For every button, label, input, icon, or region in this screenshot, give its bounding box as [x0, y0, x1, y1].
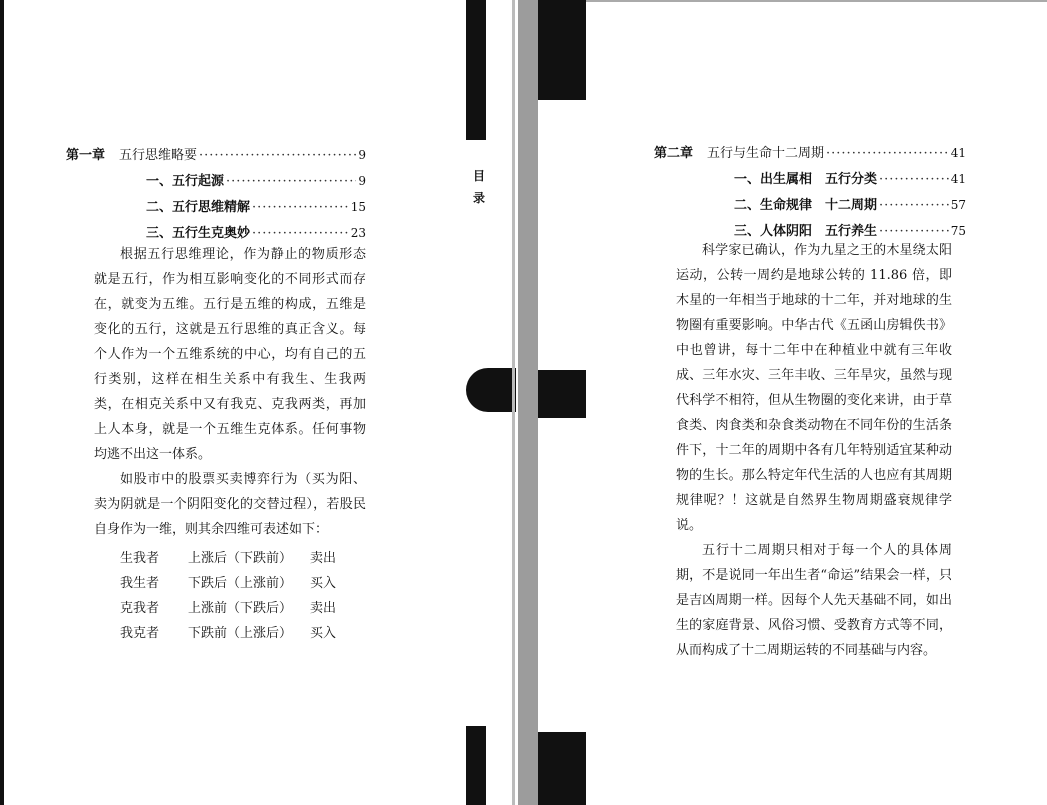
page-top-edge — [538, 0, 1047, 2]
right-body-text — [676, 238, 952, 663]
spine-black-block — [466, 726, 486, 805]
thumb-index-block — [538, 0, 586, 100]
toc-chapter-row — [654, 140, 966, 166]
thumb-index-block — [538, 370, 586, 418]
relation-cell: 克我者 — [120, 601, 160, 616]
section-page-number: 57 — [950, 198, 966, 212]
toc-left — [66, 142, 366, 246]
toc-leader-dots — [879, 193, 949, 219]
section-label: 一、出生属相 五行分类 — [734, 172, 878, 187]
spine-toc-label: 目录 — [472, 169, 485, 205]
chapter-label: 第二章 — [654, 146, 694, 161]
trade-row — [120, 596, 350, 621]
timing-cell: 上涨前（下跌后） — [188, 601, 293, 616]
section-label: 二、五行思维精解 — [146, 200, 251, 215]
page-edge-shadow — [0, 0, 4, 805]
timing-cell: 下跌前（上涨后） — [188, 626, 293, 641]
timing-cell: 下跌后（上涨前） — [188, 576, 293, 591]
spine-thumb-tab — [466, 368, 516, 412]
toc-leader-dots — [879, 167, 949, 193]
toc-section-row — [66, 194, 366, 220]
section-label: 三、五行生克奥妙 — [146, 226, 251, 241]
toc-section-row — [66, 168, 366, 194]
toc-section-row — [654, 192, 966, 218]
trade-table — [120, 546, 350, 646]
spine-edge — [512, 0, 515, 805]
left-body-text — [94, 242, 366, 542]
section-page-number: 9 — [358, 174, 366, 188]
toc-leader-dots — [826, 141, 949, 167]
page-gutter — [518, 0, 538, 805]
relation-cell: 我生者 — [120, 576, 160, 591]
book-spine-tabs — [466, 0, 518, 805]
trade-row — [120, 571, 350, 596]
chapter-page-number: 9 — [358, 148, 366, 162]
toc-right — [654, 140, 966, 244]
chapter-page-number: 41 — [950, 146, 966, 160]
chapter-title: 五行与生命十二周期 — [707, 146, 825, 161]
section-page-number: 23 — [350, 226, 366, 240]
section-label: 二、生命规律 十二周期 — [734, 198, 878, 213]
action-cell: 卖出 — [310, 601, 337, 616]
chapter-label: 第一章 — [66, 148, 106, 163]
trade-row — [120, 621, 350, 646]
section-page-number: 41 — [950, 172, 966, 186]
trade-row — [120, 546, 350, 571]
chapter-title: 五行思维略要 — [119, 148, 198, 163]
paragraph: 如股市中的股票买卖博弈行为（买为阳、卖为阴就是一个阴阳变化的交替过程），若股民自身作为一维，则其余四维可表述如下： — [94, 472, 366, 537]
paragraph: 五行十二周期只相对于每一个人的具体周期，不是说同一年出生者“命运”结果会一样，只是吉凶周期一样。因每个人先天基础不同，如出生的家庭背景、风俗习惯、受教育方式等不同，从而构成了十二周期运转的不同基础与内容。 — [676, 543, 952, 658]
spine-black-block — [466, 0, 486, 140]
toc-leader-dots — [252, 195, 349, 221]
toc-section-row — [654, 166, 966, 192]
section-page-number: 75 — [950, 224, 966, 238]
toc-leader-dots — [199, 143, 356, 169]
left-page — [0, 0, 468, 805]
relation-cell: 生我者 — [120, 551, 160, 566]
action-cell: 卖出 — [310, 551, 337, 566]
action-cell: 买入 — [310, 576, 337, 591]
toc-chapter-row — [66, 142, 366, 168]
section-label: 三、人体阴阳 五行养生 — [734, 224, 878, 239]
toc-leader-dots — [226, 169, 356, 195]
right-page — [538, 0, 1047, 805]
paragraph: 根据五行思维理论，作为静止的物质形态就是五行，作为相互影响变化的不同形式而存在，就变为五维。五行是五维的构成，五维是变化的五行，这就是五行思维的真正含义。每个人作为一个五维系统的中心，均有自己的五行类别，这样在相生关系中有我生、生我两类，在相克关系中又有我克、克我两类，再加上人本身，就是一个五维生克体系。任何事物均逃不出这一体系。 — [94, 247, 366, 462]
thumb-index-block — [538, 732, 586, 805]
relation-cell: 我克者 — [120, 626, 160, 641]
paragraph: 科学家已确认，作为九星之王的木星绕太阳运动，公转一周约是地球公转的 11.86 倍，即木星的一年相当于地球的十二年，并对地球的生物圈有重要影响。中华古代《五函山房辑佚书》中也曾讲，每十二年中在种植业中就有三年收成、三年水灾、三年丰收、三年旱灾，虽然与现代科学不相符，但从生物圈的变化来讲，由于草食类、肉食类和杂食类动物在不同年份的生活条件下，十二年的周期中各有几年特别适宜某种动物的生长。那么特定年代生活的人也应有其周期规律呢？！这就是自然界生物周期盛衰规律学说。 — [676, 243, 952, 533]
timing-cell: 上涨后（下跌前） — [188, 551, 293, 566]
section-page-number: 15 — [350, 200, 366, 214]
action-cell: 买入 — [310, 626, 337, 641]
section-label: 一、五行起源 — [146, 174, 225, 189]
